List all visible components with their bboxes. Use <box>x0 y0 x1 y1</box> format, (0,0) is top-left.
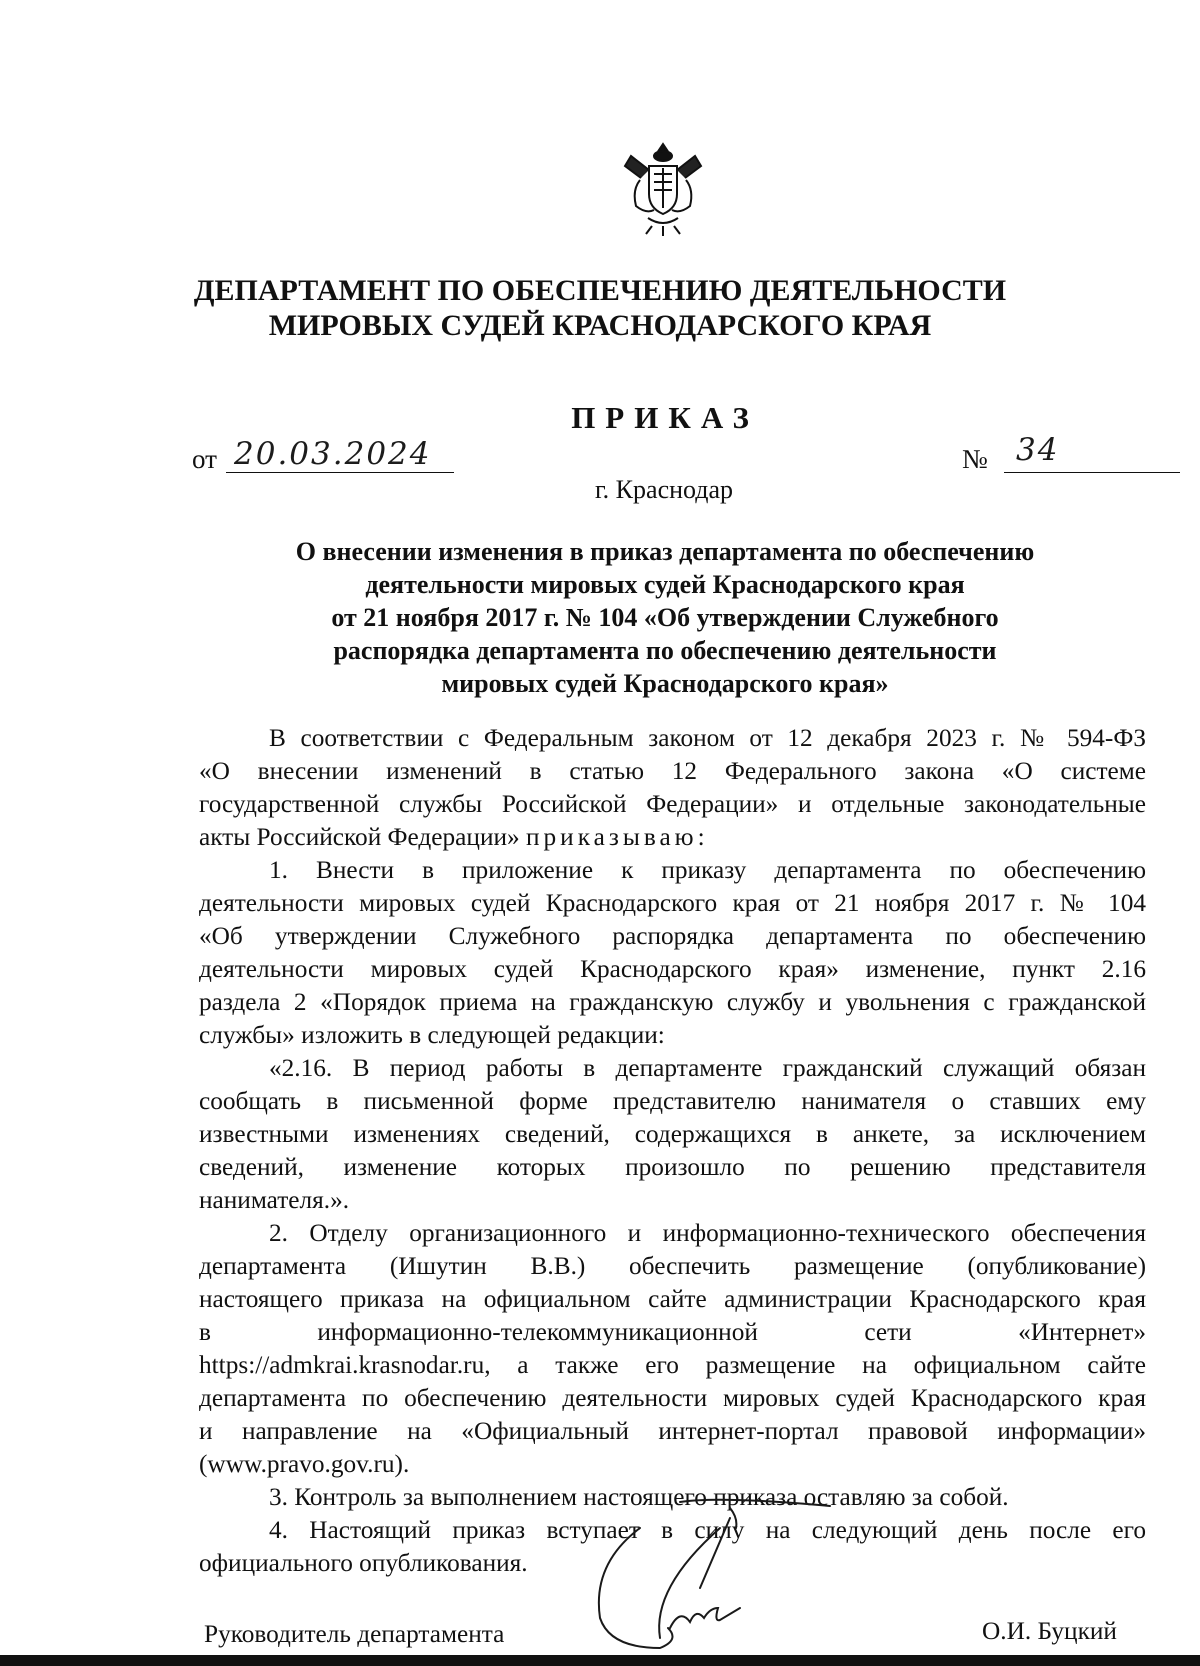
body-line: (www.pravo.gov.ru). <box>199 1450 410 1478</box>
subject-line: мировых судей Краснодарского края» <box>441 669 889 698</box>
body-line: 1. Внести в приложение к приказу департамента по обеспечению <box>269 856 1146 884</box>
subject-line: от 21 ноября 2017 г. № 104 «Об утверждении Служебного <box>331 603 999 632</box>
body-line: В соответствии с Федеральным законом от 12 декабря 2023 г. № 594-ФЗ <box>269 724 1146 752</box>
subject-line: распорядка департамента по обеспечению деятельности <box>333 636 997 665</box>
preamble-end: акты Российской Федерации» <box>199 823 520 851</box>
number-underline <box>1004 472 1180 473</box>
body-line: нанимателя.». <box>199 1186 350 1214</box>
body-line: и направление на «Официальный интернет-портал правовой информации» <box>199 1417 1146 1445</box>
body-line: государственной службы Российской Федерации» и отдельные законодательные <box>199 790 1146 818</box>
body-line: департамента по обеспечению деятельности мировых судей Краснодарского края <box>199 1384 1146 1412</box>
body-line: деятельности мировых судей Краснодарского края» изменение, пункт 2.16 <box>199 955 1146 983</box>
handwritten-number: 34 <box>1016 432 1060 468</box>
number-prefix: № <box>962 444 988 474</box>
bottom-scan-border <box>0 1655 1200 1666</box>
date-underline <box>226 472 454 473</box>
date-prefix: от <box>192 444 217 474</box>
body-line: «2.16. В период работы в департаменте гражданский служащий обязан <box>269 1054 1146 1082</box>
body-line: 3. Контроль за выполнением настоящего приказа оставляю за собой. <box>269 1483 1009 1511</box>
order-body <box>199 722 1146 1580</box>
handwritten-signature-icon <box>580 1488 840 1653</box>
handwritten-date: 20.03.2024 <box>234 436 432 472</box>
body-line: в информационно-телекоммуникационной сети «Интернет» <box>199 1318 1146 1346</box>
coat-of-arms-icon <box>618 140 708 240</box>
body-line: настоящего приказа на официальном сайте администрации Краснодарского края <box>199 1285 1146 1313</box>
subject-line: деятельности мировых судей Краснодарского края <box>365 570 965 599</box>
order-subject <box>180 535 1150 700</box>
body-line: известными изменениях сведений, содержащихся в анкете, за исключением <box>199 1120 1146 1148</box>
body-line: деятельности мировых судей Краснодарского края от 21 ноября 2017 г. № 104 <box>199 889 1146 917</box>
body-line: 4. Настоящий приказ вступает в силу на следующий день после его <box>269 1516 1146 1544</box>
subject-line: О внесении изменения в приказ департамента по обеспечению <box>295 537 1035 566</box>
body-line <box>199 821 1146 854</box>
signatory-position: Руководитель департамента <box>204 1620 505 1648</box>
body-line: «О внесении изменений в статью 12 Федерального закона «О системе <box>199 757 1146 785</box>
signatory-name: О.И. Буцкий <box>982 1617 1117 1645</box>
body-line: https://admkrai.krasnodar.ru, а также его размещение на официальном сайте <box>199 1351 1146 1379</box>
department-name-line2: МИРОВЫХ СУДЕЙ КРАСНОДАРСКОГО КРАЯ <box>268 309 932 342</box>
order-verb: приказываю: <box>526 823 709 851</box>
body-line: 2. Отделу организационного и информационно-технического обеспечения <box>269 1219 1146 1247</box>
body-line: сообщать в письменной форме представителю нанимателя о ставших ему <box>199 1087 1146 1115</box>
body-line: сведений, изменение которых произошло по решению представителя <box>199 1153 1146 1181</box>
city: г. Краснодар <box>594 475 734 504</box>
body-line: службы» изложить в следующей редакции: <box>199 1021 665 1049</box>
body-line: «Об утверждении Служебного распорядка департамента по обеспечению <box>199 922 1146 950</box>
body-line: департамента (Ишутин В.В.) обеспечить размещение (опубликование) <box>199 1252 1146 1280</box>
document-type-title: ПРИКАЗ <box>571 400 759 435</box>
body-line: раздела 2 «Порядок приема на гражданскую службу и увольнения с гражданской <box>199 988 1146 1016</box>
body-line: официального опубликования. <box>199 1549 528 1577</box>
department-name-line1: ДЕПАРТАМЕНТ ПО ОБЕСПЕЧЕНИЮ ДЕЯТЕЛЬНОСТИ <box>193 274 1007 307</box>
